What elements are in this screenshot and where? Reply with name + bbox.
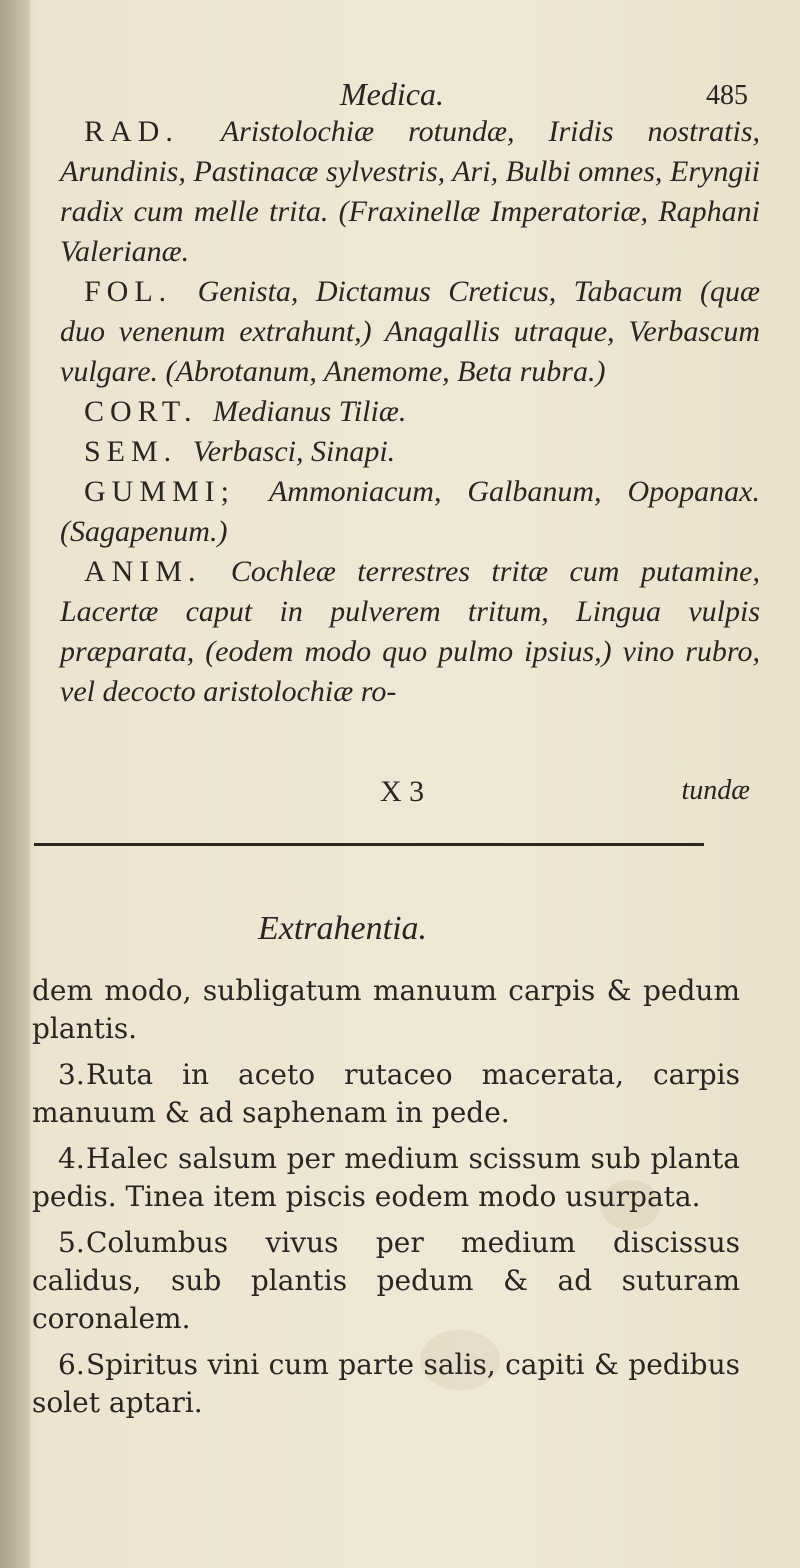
book-gutter [0, 0, 30, 1568]
entry-animalia [60, 552, 760, 712]
entry-text: Genista, Dictamus Creticus, Tabacum (quæ duo venenum extrahunt,) Anagallis utraque, Verbascum vulgare. (Abrotanum, Anemome, Beta rubra.) [60, 275, 760, 388]
entry-label: CORT. [84, 395, 198, 428]
entry-label: FOL. [84, 275, 173, 308]
page-edge-rule [34, 843, 704, 846]
entry-label: ANIM. [84, 555, 202, 588]
item-number: 5. [58, 1226, 85, 1259]
catchword: tundæ [681, 775, 750, 806]
item-number: 6. [58, 1348, 85, 1381]
item-text: Halec salsum per medium scissum sub planta pedis. Tinea item piscis eodem modo usurpata. [32, 1142, 740, 1213]
entry-gummi [60, 472, 760, 552]
upper-text-block [60, 112, 760, 712]
entry-radices [60, 112, 760, 272]
entry-text: Medianus Tiliæ. [212, 395, 407, 428]
entry-label: SEM. [84, 435, 178, 468]
list-item [32, 1056, 740, 1132]
list-item [32, 1346, 740, 1422]
item-number: 4. [58, 1142, 85, 1175]
item-number: 3. [58, 1058, 85, 1091]
signature-mark: X 3 [380, 775, 425, 808]
list-item [32, 972, 740, 1048]
page-number: 485 [706, 80, 748, 111]
entry-label: RAD. [84, 115, 179, 148]
list-item [32, 1224, 740, 1338]
entry-semina [60, 432, 760, 472]
entry-text: Ammoniacum, Galbanum, Opopanax. (Sagapenum.) [60, 475, 760, 548]
list-item [32, 1140, 740, 1216]
running-title: Medica. [340, 76, 444, 112]
item-text: Spiritus vini cum parte salis, capiti & pedibus solet aptari. [32, 1348, 740, 1419]
lower-text-block [32, 972, 740, 1430]
running-head [60, 76, 760, 116]
section-heading: Extrahentia. [258, 910, 428, 947]
entry-text: Aristolochiæ rotundæ, Iridis nostratis, Arundinis, Pastinacæ sylvestris, Ari, Bulbi omnes, Eryngii radix cum melle trita. (Fraxinellæ Imperatoriæ, Raphani Valerianæ. [60, 115, 760, 268]
page-footer [60, 775, 760, 815]
item-text: Columbus vivus per medium discissus calidus, sub plantis pedum & ad suturam coronalem. [32, 1226, 740, 1335]
entry-cortex [60, 392, 760, 432]
entry-label: GUMMI; [84, 475, 236, 508]
entry-folia [60, 272, 760, 392]
entry-text: Verbasci, Sinapi. [192, 435, 396, 468]
item-text: Ruta in aceto rutaceo macerata, carpis manuum & ad saphenam in pede. [32, 1058, 740, 1129]
item-text: dem modo, subligatum manuum carpis & pedum plantis. [32, 974, 740, 1045]
entry-text: Cochleæ terrestres tritæ cum putamine, Lacertæ caput in pulverem tritum, Lingua vulpis præparata, (eodem modo quo pulmo ipsius,) vino rubro, vel decocto aristolochiæ ro- [60, 555, 760, 708]
